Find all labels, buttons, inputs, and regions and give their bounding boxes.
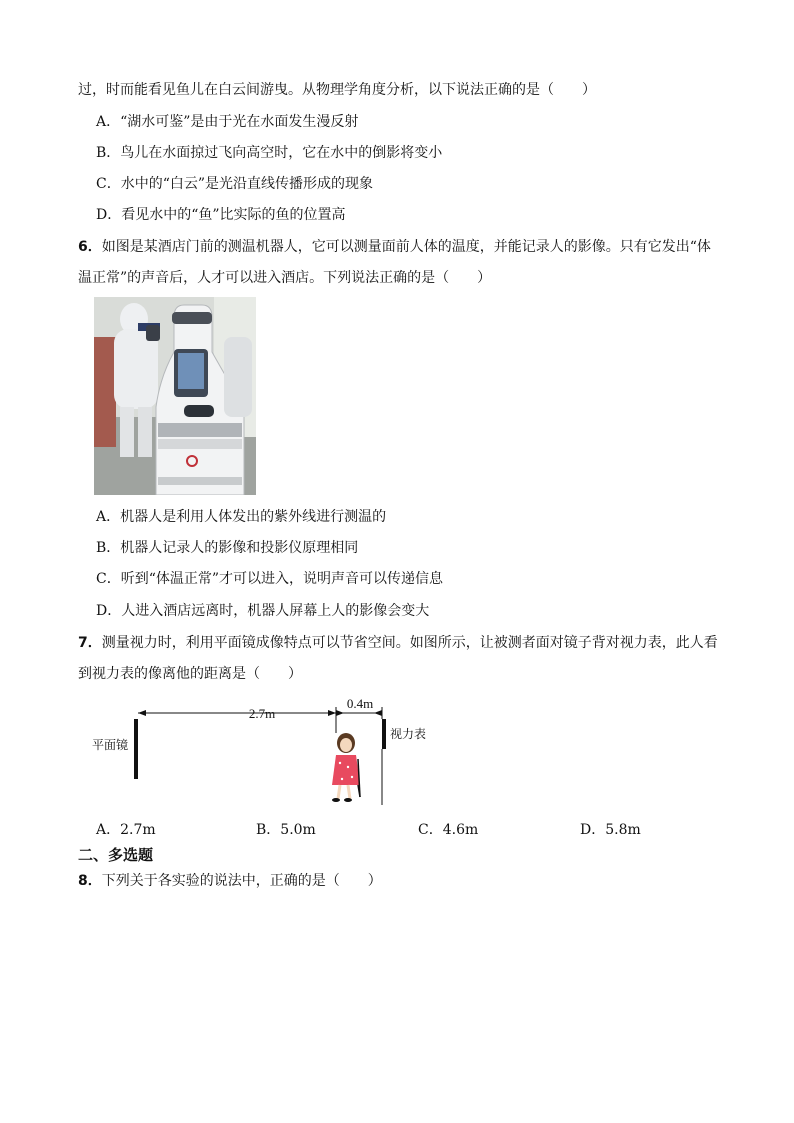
q6-stem-text: 如图是某酒店门前的测温机器人，它可以测量面前人体的温度，并能记录人的影像。只有它发出“体 [101,239,711,255]
q8-stem [78,871,382,891]
q7-stem-line2: 到视力表的像离他的距离是（ ） [78,666,302,682]
dist1-label: 2.7m [248,706,276,721]
robot-photo-illustration [94,297,256,495]
q5-option-a: A．“湖水可鉴”是由于光在水面发生漫反射 [96,114,359,130]
q7-choice-c: C．4.6m [418,822,479,838]
robot-photo [94,297,256,495]
mirror-diagram-svg [90,693,450,808]
q6-option-b: B．机器人记录人的影像和投影仪原理相同 [96,540,359,556]
chart-label: 视力表 [390,727,427,741]
q6-option-a: A．机器人是利用人体发出的紫外线进行测温的 [96,509,387,525]
mirror-diagram [90,693,450,808]
chart-bar [382,719,386,749]
q8-stem-text: 下列关于各实验的说法中，正确的是（ ） [101,873,382,889]
q7-choice-d: D．5.8m [580,822,641,838]
q7-stem-text: 测量视力时，利用平面镜成像特点可以节省空间。如图所示，让被测者面对镜子背对视力表，此人看 [101,635,718,651]
q6-stem-line2: 温正常”的声音后，人才可以进入酒店。下列说法正确的是（ ） [78,270,492,286]
section-title: 二、多选题 [78,846,154,864]
q7-choice-a: A．2.7m [96,822,156,838]
mirror-label: 平面镜 [92,738,129,752]
q5-option-d: D．看见水中的“鱼”比实际的鱼的位置高 [96,207,346,223]
mirror-bar [134,719,138,779]
dist2-label: 0.4m [346,696,374,711]
q7-stem-line1 [78,633,718,653]
q5-option-b: B．鸟儿在水面掠过飞向高空时，它在水中的倒影将变小 [96,145,443,161]
q7-choice-b: B．5.0m [256,822,316,838]
q5-option-c: C．水中的“白云”是光沿直线传播形成的现象 [96,176,374,192]
q6-option-d: D．人进入酒店远离时，机器人屏幕上人的影像会变大 [96,603,430,619]
q8-number: 8． [78,873,102,889]
q6-number: 6． [78,239,102,255]
q7-number: 7． [78,635,102,651]
q6-stem-line1 [78,237,711,257]
q6-option-c: C．听到“体温正常”才可以进入，说明声音可以传递信息 [96,571,444,587]
seated-person [332,733,360,802]
q5-stem-end: 过，时而能看见鱼儿在白云间游曳。从物理学角度分析，以下说法正确的是（ ） [78,82,596,98]
